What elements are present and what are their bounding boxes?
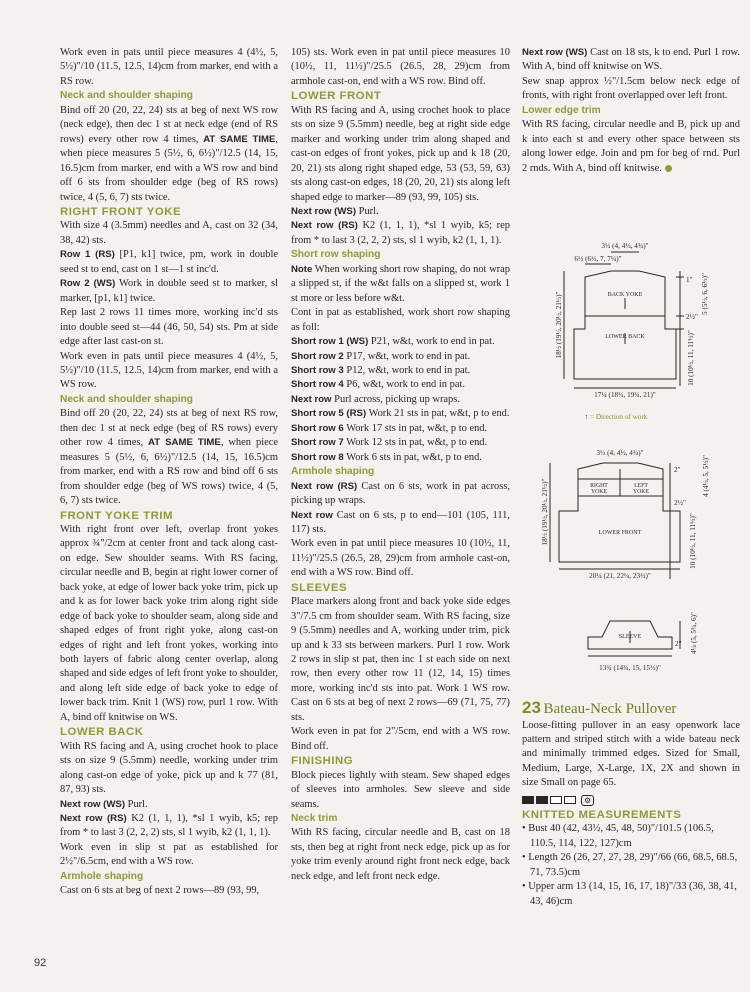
left-yoke-label: LEFT — [634, 483, 648, 489]
paragraph: With RS facing and A, using crochet hook to place sts on size 9 (5.5mm) needle, working under trim along cast-on edge of yoke, pick up and k 77 (81, 87, 93) sts. — [60, 740, 278, 796]
row-instruction: Short row 4 P6, w&t, work to end in pat. — [291, 379, 465, 391]
paragraph: Work even in slip st pat as established for 2½"/6.5cm, end with a WS row. — [60, 841, 278, 868]
left-yoke-label-2: YOKE — [632, 489, 650, 495]
row-instruction: Short row 8 Work 6 sts in pat, w&t, p to end. — [291, 451, 482, 463]
subheading-armhole: Armhole shaping — [291, 466, 375, 478]
list-item: • Length 26 (26, 27, 27, 28, 29)"/66 (66, 68.5, 68.5, 71, 73.5)cm — [522, 852, 738, 878]
skill-bar-filled — [536, 796, 548, 804]
back-right-3: 5 (5½, 6, 6½)" — [701, 273, 709, 315]
paragraph: With right front over left, overlap front yokes approx ¾"/2cm at center front and tack along cast-on edge. Sew shoulder seams. With RS facing, circular needle and B, begin at right lower corner of back yoke, at edge of lower back yoke trim, pick up and k as for lower back yoke trim along right side edge of back yoke to shoulder seam, along side and shaped edges of front right yoke, along cast-on edges of right and left front yokes, working into both layers of fabric along center overlap, along shaped and side edges of left front yoke to shoulder, and along left side edge of back yoke to edge of lower back trim. Knit 1 (WS) row, purl 1 row. With A, bind off knitwise on WS. — [60, 523, 278, 723]
row-instruction: Next row Cast on 6 sts, p to end—101 (105, 111, 117) sts. — [291, 509, 510, 535]
paragraph: 105) sts. Work even in pat until piece measures 10 (10½, 11, 11½)"/25.5 (26.5, 28, 29)cm from armhole cast-on, end with a WS row. Bind off. — [291, 47, 510, 87]
row-instruction: Short row 6 Work 17 sts in pat, w&t, p to end. — [291, 422, 488, 434]
sleeve-bottom-width: 13¾ (14¾, 15, 15½)" — [599, 664, 661, 672]
list-item: • Upper arm 13 (14, 15, 16, 17, 18)"/33 (36, 38, 41, 43, 46)cm — [522, 881, 737, 907]
row-instruction: Next row (WS) Cast on 18 sts, k to end. Purl 1 row. With A, bind off knitwise on WS. — [522, 47, 740, 73]
section-heading-front-yoke-trim: FRONT YOKE TRIM — [60, 509, 173, 522]
sleeve-right-2: 4¼ (5, 5¾, 6)" — [690, 612, 698, 654]
paragraph: Work even in pat for 2"/5cm, end with a WS row. Bind off. — [291, 726, 510, 752]
front-right-3: 4 (4½, 5, 5½)" — [702, 455, 710, 497]
page-number: 92 — [34, 957, 47, 969]
pattern-title — [522, 698, 740, 718]
front-right-1: 2" — [674, 466, 681, 474]
paragraph: Cast on 6 sts at beg of next 2 rows—89 (93, 99, — [60, 885, 260, 897]
section-heading-right-front-yoke: RIGHT FRONT YOKE — [60, 205, 182, 218]
skill-symbol-icon: ⚙ — [581, 795, 594, 806]
lower-front-label: LOWER FRONT — [598, 530, 642, 536]
row-instruction: Row 1 (RS) [P1, k1] twice, pm, work in double seed st to end, cast on 1 st—1 st inc'd. — [60, 249, 278, 275]
column-1 — [60, 46, 278, 899]
back-right-4: 10 (10½, 11, 11½)" — [687, 330, 695, 386]
schematic-diagram — [541, 236, 746, 686]
back-shoulder: 6½ (6½, 7, 7¼)" — [574, 255, 622, 263]
skill-level-indicator — [522, 795, 740, 806]
skill-bar-empty — [564, 796, 576, 804]
row-instruction: Row 2 (WS) Work in double seed st to marker, sl marker, [p1, k1] twice. — [60, 278, 278, 304]
paragraph: Work even in pat until piece measures 10 (10½, 11, 11½)"/25.5 (26.5, 28, 29)cm from armhole cast-on, end with a WS row. Bind off. — [291, 538, 510, 579]
back-right-1: 1" — [686, 276, 693, 284]
sleeve-label: SLEEVE — [618, 634, 642, 640]
row-instruction: Short row 1 (WS) P21, w&t, work to end in pat. — [291, 336, 495, 348]
section-heading-lower-back: LOWER BACK — [60, 726, 144, 739]
row-instruction: Short row 2 P17, w&t, work to end in pat. — [291, 350, 471, 362]
subheading-neck-trim: Neck trim — [291, 813, 338, 825]
subheading-neck-shoulder: Neck and shoulder shaping — [60, 90, 194, 102]
paragraph: Bind off 20 (20, 22, 24) sts at beg of next RS row, then dec 1 st at neck edge (beg of RS rows) every other row 4 times, AT SAME TIME, when piece measures 5 (5½, 6, 6½)"/12.5 (14, 15, 16.5)cm from marker, end with a RS row and bind off 6 sts from shoulder edge (beg of WS rows) twice, 4 (5, 6, 7) sts twice. — [60, 408, 278, 507]
measurements-list — [522, 822, 740, 909]
row-instruction: Short row 7 Work 12 sts in pat, w&t, p to end. — [291, 437, 488, 449]
front-left-height: 18½ (19½, 20½, 21½)" — [541, 478, 549, 546]
front-top-width: 3½ (4, 4½, 4¾)" — [596, 449, 644, 457]
paragraph: Place markers along front and back yoke side edges 3"/7.5 cm from shoulder seam. With RS facing, size 9 (5.5mm) needles and A, working under trim, pick up and k 33 sts between markers. Purl 1 row. Work 2 rows in slip st pat, then inc 1 st each side on next row, then every other row 11 (12, 14, 15) times more, working inc'd sts into pat. Work 1 WS row. Cast on 6 sts at beg of next 2 rows—69 (71, 75, 77) sts. — [291, 596, 510, 723]
paragraph: Rep last 2 rows 11 times more, working inc'd sts into double seed st—44 (46, 50, 54) sts. Pm at side edge after last cast-on st. — [60, 307, 278, 348]
back-right-2: 2½" — [686, 313, 698, 321]
paragraph: Cont in pat as established, work short row shaping as foll: — [291, 307, 510, 333]
column-2 — [291, 46, 510, 884]
subheading-short-row: Short row shaping — [291, 249, 381, 261]
note: Note When working short row shaping, do not wrap a slipped st, if the w&t falls on a slipped st, work 1 st more or less before w&t. — [291, 263, 510, 304]
paragraph: Loose-fitting pullover in an easy openwork lace pattern and striped stitch with a wide bateau neck and minimally trimmed edges. Sized for Small, Medium, Large, X-Large, 1X, 2X and shown in size Small on page 65. — [522, 719, 740, 789]
row-instruction: Next row (WS) Purl. — [291, 205, 379, 217]
paragraph: Block pieces lightly with steam. Sew shaped edges of sleeves into armholes. Sew sleeve and side seams. — [291, 769, 510, 810]
row-instruction: Next row (RS) Cast on 6 sts, work in pat across, picking up wraps. — [291, 480, 510, 507]
row-instruction: Short row 3 P12, w&t, work to end in pat. — [291, 364, 471, 376]
paragraph: With RS facing, circular needle and B, pick up and k into each st and every other space between sts along lower edge. Join and pm for beg of rnd. Purl 2 rnds. With A, bind off knitwise. — [522, 119, 740, 174]
row-instruction: Next row (WS) Purl. — [60, 798, 148, 810]
section-heading-finishing: FINISHING — [291, 755, 354, 768]
row-instruction: Next row (RS) K2 (1, 1, 1), *sl 1 wyib, k5; rep from * to last 3 (2, 2, 2) sts, sl 1 wyib, k2 (1, 1, 1). — [291, 220, 510, 246]
schematic-svg — [541, 236, 746, 686]
back-outline — [574, 271, 676, 379]
right-yoke-label-2: YOKE — [590, 489, 608, 495]
row-instruction: Next row Purl across, picking up wraps. — [291, 393, 460, 405]
section-heading-knitted-measurements: KNITTED MEASUREMENTS — [522, 808, 682, 821]
section-heading-lower-front: LOWER FRONT — [291, 90, 382, 103]
subheading-armhole: Armhole shaping — [60, 870, 144, 882]
row-instruction: Short row 5 (RS) Work 21 sts in pat, w&t, p to end. — [291, 408, 510, 420]
back-bottom-width: 17¼ (18½, 19¾, 21)" — [594, 391, 656, 399]
paragraph: Work even in pats until piece measures 4 (4½, 5, 5½)"/10 (11.5, 12.5, 14)cm from marker, end with a WS row. — [60, 350, 278, 391]
front-right-2: 2½" — [674, 499, 686, 507]
sleeve-right-1: 2" — [675, 640, 682, 648]
list-item: • Bust 40 (42, 43½, 45, 48, 50)"/101.5 (106.5, 110.5, 114, 122, 127)cm — [522, 823, 714, 849]
paragraph: With RS facing and A, using crochet hook to place sts on size 9 (5.5mm) needle, beg at right side edge marker and working under trim along shaped and cast-on edges of front yokes, pick up and k 18 (20, 20, 21) sts along right shaped edge, 53 (53, 59, 63) sts along cast-on edges, 18 (20, 20, 21) sts along left shaped edge to marker—89 (93, 99, 105) sts. — [291, 104, 510, 203]
subheading-neck-shoulder: Neck and shoulder shaping — [60, 393, 194, 405]
back-left-height: 18½ (19½, 20½, 21½)" — [555, 291, 563, 359]
pattern-name: Bateau-Neck Pullover — [543, 701, 677, 718]
paragraph: With RS facing, circular needle and B, cast on 18 sts, then beg at right front neck edge, pick up as for yoke trim evenly around right front neck edge, back neck edge, and left front neck edge. — [291, 827, 510, 882]
paragraph: Sew snap approx ½"/1.5cm below neck edge of fronts, with right front overlapped over left front. — [522, 75, 740, 102]
back-top-width: 3½ (4, 4½, 4¾)" — [601, 242, 649, 250]
back-yoke-label: BACK YOKE — [607, 292, 643, 298]
legend: ↑ = Direction of work — [584, 413, 648, 421]
front-bottom-width: 20¼ (21, 22¼, 23½)" — [589, 572, 651, 580]
paragraph: Work even in pats until piece measures 4 (4½, 5, 5½)"/10 (11.5, 12.5, 14)cm from marker, end with a RS row. — [60, 47, 278, 87]
skill-bar-empty — [550, 796, 562, 804]
subheading-lower-edge-trim: Lower edge trim — [522, 104, 601, 116]
pattern-number: 23 — [522, 698, 541, 718]
front-right-4: 10 (10½, 11, 11½)" — [689, 513, 697, 569]
paragraph: Bind off 20 (20, 22, 24) sts at beg of next WS row (neck edge), then dec 1 st at neck edge (end of RS rows) every other row 4 times, AT SAME TIME, when piece measures 5 (5½, 6, 6½)"/12.5 (14, 15, 16.5)cm from marker, end with a WS row and bind off 6 sts from shoulder edge (beg of RS rows) twice, 4 (5, 6, 7) sts twice. — [60, 104, 278, 203]
row-instruction: Next row (RS) K2 (1, 1, 1), *sl 1 wyib, k5; rep from * to last 3 (2, 2, 2) sts, sl 1 wyib, k2 (1, 1, 1). — [60, 813, 278, 839]
lower-back-label: LOWER BACK — [605, 334, 645, 340]
end-mark-icon — [665, 165, 672, 172]
paragraph: With size 4 (3.5mm) needles and A, cast on 32 (34, 38, 42) sts. — [60, 220, 278, 246]
right-yoke-label: RIGHT — [590, 483, 608, 489]
skill-bar-filled — [522, 796, 534, 804]
section-heading-sleeves: SLEEVES — [291, 581, 348, 594]
